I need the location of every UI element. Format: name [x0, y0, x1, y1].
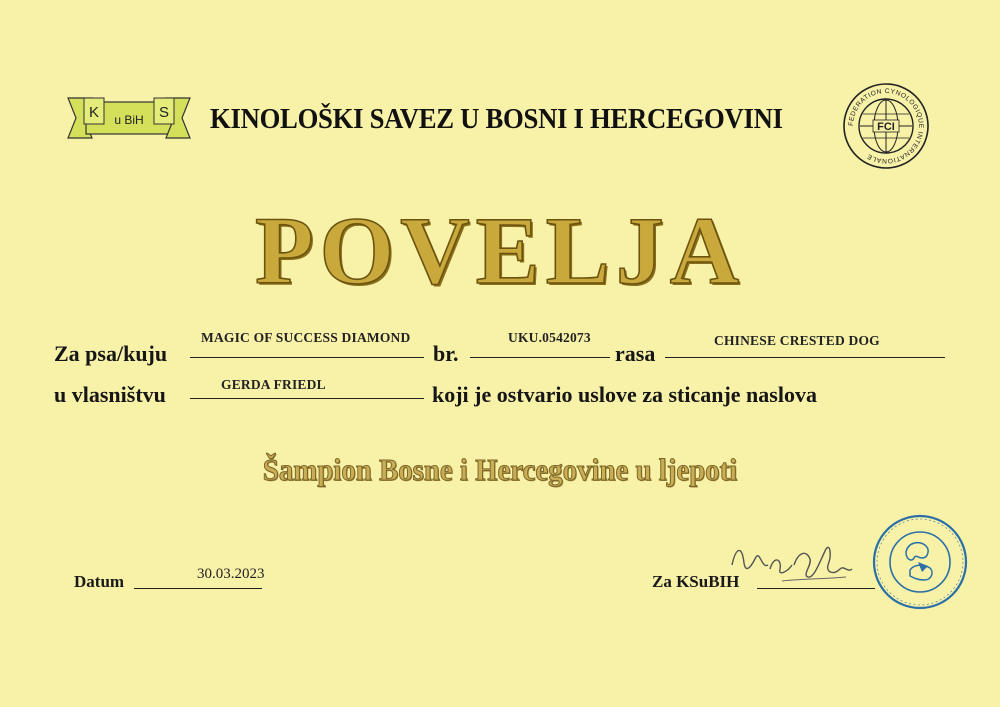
- owner-line: [190, 398, 424, 399]
- logo-letter-s: S: [158, 104, 170, 121]
- conditions-text: koji je ostvario uslove za sticanje naslova: [432, 382, 817, 407]
- fci-seal-icon: [842, 82, 930, 170]
- document-title: POVELJA: [254, 197, 746, 304]
- owner-label: u vlasništvu: [54, 382, 166, 407]
- handwritten-signature: [722, 535, 862, 595]
- fci-seal-ring-text: FEDERATION CYNOLOGIQUE INTERNATIONALE: [847, 87, 925, 165]
- registration-line: [470, 357, 610, 358]
- breed-value: CHINESE CRESTED DOG: [714, 333, 880, 348]
- signature-label: Za KSuBIH: [652, 572, 740, 591]
- date-value: 30.03.2023: [197, 566, 265, 582]
- dog-name-line: [190, 357, 424, 358]
- logo-letter-ubih: u BiH: [114, 113, 144, 127]
- kubihs-logo: [64, 90, 194, 146]
- organization-title: KINOLOŠKI SAVEZ U BOSNI I HERCEGOVINI: [210, 103, 783, 135]
- fci-seal-center-text: FCI: [877, 121, 895, 133]
- dog-name-value: MAGIC OF SUCCESS DIAMOND: [201, 330, 411, 345]
- champion-title: Šampion Bosne i Hercegovine u ljepoti: [262, 452, 738, 487]
- logo-letter-k: K: [88, 104, 100, 121]
- number-label: br.: [433, 341, 459, 366]
- dog-label: Za psa/kuju: [54, 341, 168, 366]
- breed-line: [665, 357, 945, 358]
- date-label: Datum: [74, 572, 125, 591]
- date-line: [134, 588, 262, 589]
- kennel-stamp-icon: [870, 512, 970, 612]
- registration-number-value: UKU.0542073: [508, 330, 591, 345]
- owner-value: GERDA FRIEDL: [221, 377, 326, 392]
- breed-label: rasa: [615, 341, 656, 366]
